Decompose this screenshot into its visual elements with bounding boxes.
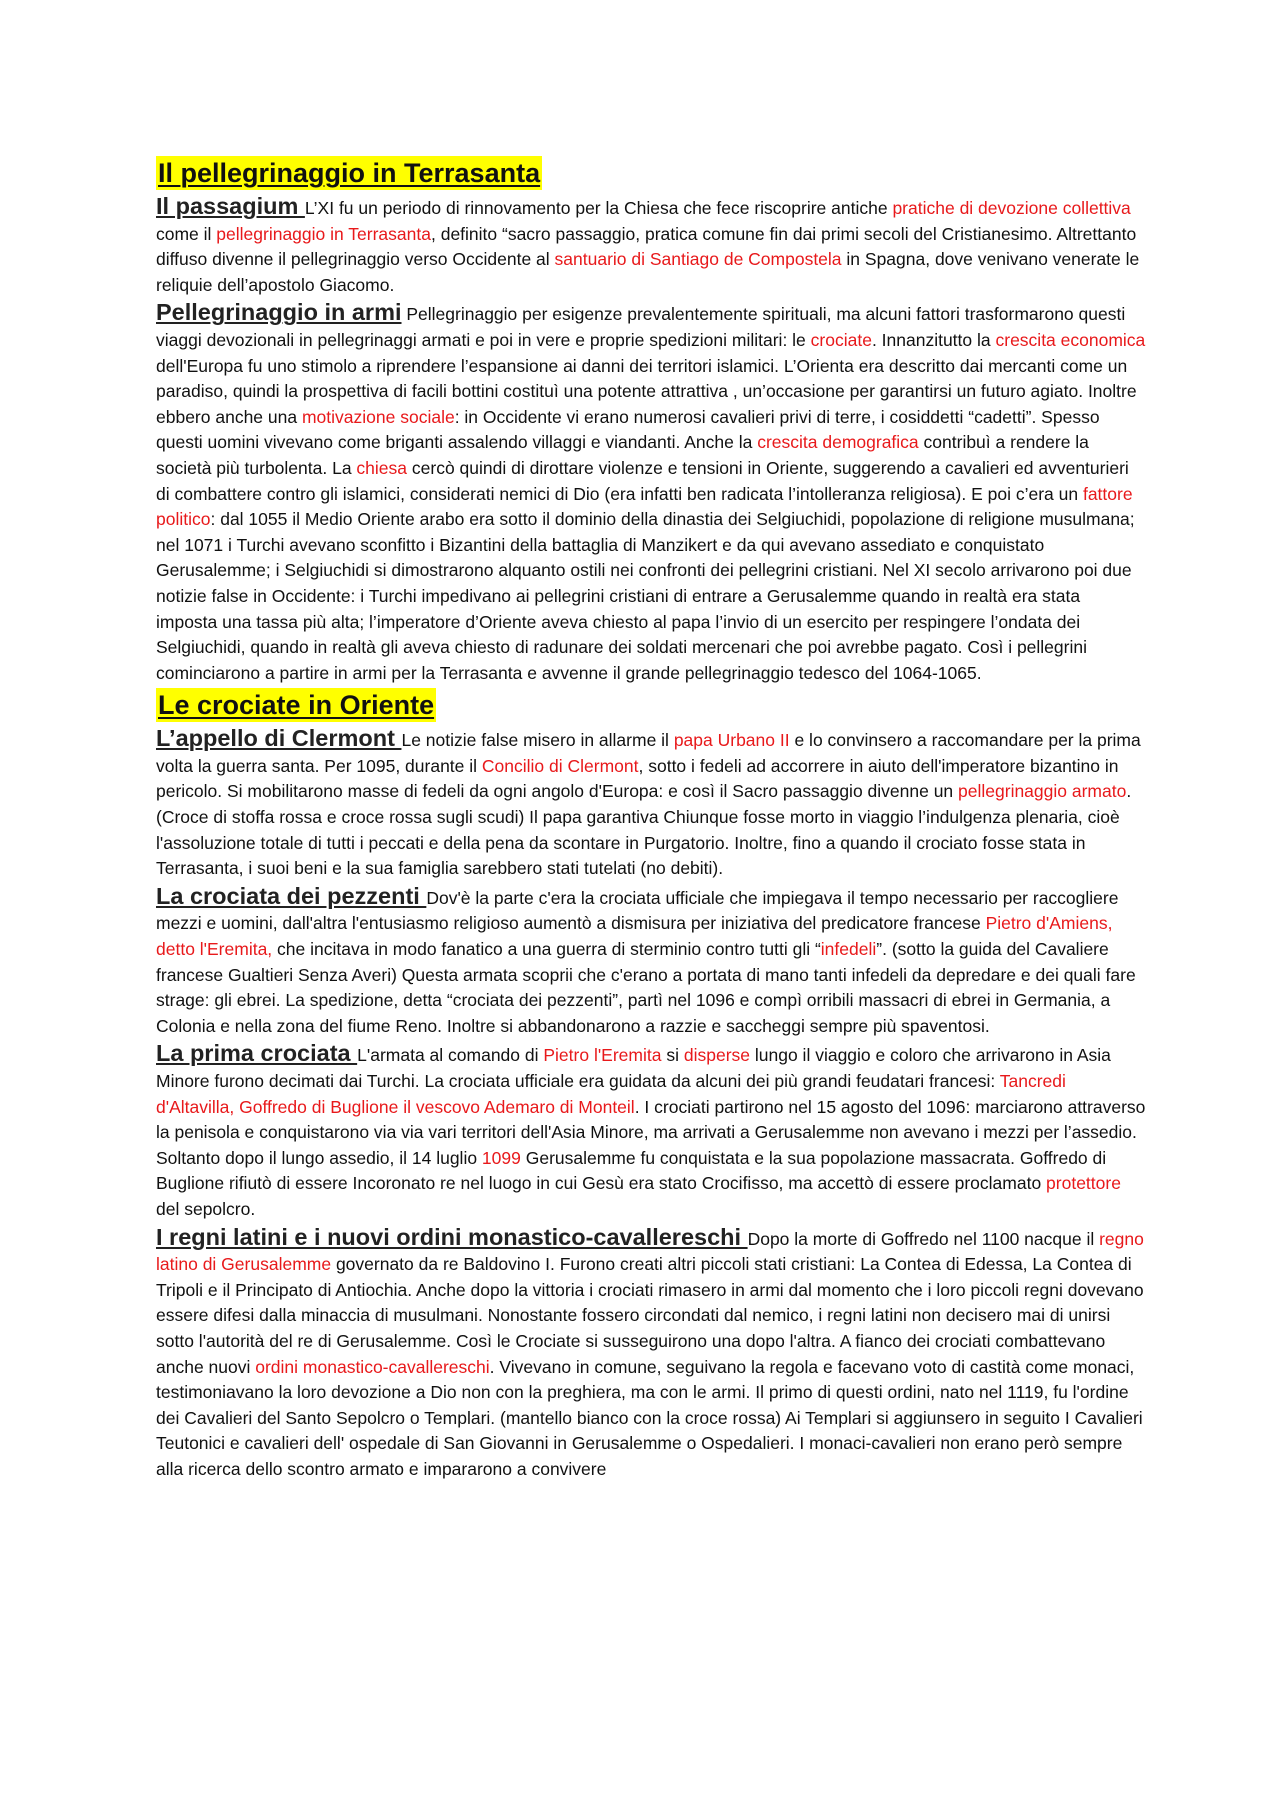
text-run: Dov'è la parte c'era la crociata ufficiale che impiegava il tempo necessario per raccogliere mezzi e uomini, dall'altra l'entusiasmo religioso aumentò a dismisura per iniziativa del predicatore francese bbox=[156, 887, 1119, 934]
text-run: del sepolcro. bbox=[156, 1198, 256, 1219]
text-run: Le notizie false misero in allarme il bbox=[401, 730, 674, 751]
highlight-run: infedeli bbox=[820, 939, 877, 960]
text-run: L’XI fu un periodo di rinnovamento per la Chiesa che fece riscoprire antiche bbox=[304, 198, 893, 218]
text-run: , definito “sacro passaggio, pratica comune fin dai primi secoli del Cristianesimo. Altrettanto diffuso divenne il pellegrinaggio verso Occidente al bbox=[156, 223, 1137, 270]
document-page bbox=[156, 156, 1146, 1485]
paragraph-crociata-dei-pezzenti bbox=[156, 884, 1146, 1040]
text-run: Dopo la morte di Goffredo nel 1100 nacque il bbox=[747, 1228, 1100, 1249]
section-title: Il pellegrinaggio in Terrasanta bbox=[158, 158, 541, 188]
highlight-run: pellegrinaggio in Terrasanta bbox=[216, 223, 431, 244]
text-run: Gerusalemme fu conquistata e la sua popolazione massacrata. Goffredo di Buglione rifiutò di essere Incoronato re nel luogo in cui Gesù era stato Crocifisso, ma accettò di essere proclamato bbox=[156, 1147, 1107, 1194]
text-run: , sotto i fedeli ad accorrere in aiuto dell'imperatore bizantino in pericolo. Si mobilitarono masse di fedeli da ogni angolo d'Europa: e così il Sacro passaggio divenne un bbox=[156, 755, 1119, 802]
highlight-run: crescita demografica bbox=[757, 432, 919, 453]
highlight-run: Pietro l'Eremita bbox=[543, 1045, 662, 1066]
text-run: . (Croce di stoffa rossa e croce rossa sugli scudi) Il papa garantiva Chiunque fosse morto in viaggio l’indulgenza plenaria, cioè l'assoluzione totale di tutti i peccati e della pena da scontare in Purgatorio. Inoltre, fino a quando il crociato fosse stata in Terrasanta, i suoi beni e la sua famiglia sarebbero stati tutelati (no debiti). bbox=[156, 781, 1132, 879]
text-run: e lo convinsero a raccomandare per la prima volta la guerra santa. Per 1095, durante il bbox=[156, 730, 1141, 776]
text-run: in Spagna, dove venivano venerate le reliquie dell’apostolo Giacomo. bbox=[156, 249, 1140, 295]
text-run: dell'Europa fu uno stimolo a riprendere l’espansione ai danni dei territori islamici. L’Orienta era descritto dai mercanti come un paradiso, quindi la prospettiva di facili bottini costituì una potente attrattiva , un’occasione per garantirsi un futuro agiato. Inoltre ebbero anche una bbox=[156, 355, 1137, 427]
text-run: L'armata al comando di bbox=[357, 1045, 544, 1066]
highlight-run: protettore bbox=[1046, 1173, 1121, 1194]
highlight-run: chiesa bbox=[356, 457, 408, 478]
text-run: . Innanzitutto la bbox=[871, 329, 996, 350]
text-run: governato da re Baldovino I. Furono creati altri piccoli stati cristiani: La Contea di Edessa, La Contea di Tripoli e il Principato di Antiochia. Anche dopo la vittoria i crociati rimasero in armi dal momento che i loro piccoli regni dovevano essere difesi dalla minaccia di musulmani. Nonostante fossero circondati dal nemico, i regni latini non decisero mai di unirsi sotto l'autorità del re di Gerusalemme. Così le Crociate si susseguirono una dopo l'altra. A fianco dei crociati combattevano anche nuovi bbox=[156, 1254, 1144, 1377]
paragraph-heading: Il passagium bbox=[156, 193, 305, 219]
paragraph-pellegrinaggio-in-armi bbox=[156, 300, 1146, 686]
highlight-run: ordini monastico-cavallereschi bbox=[255, 1356, 490, 1377]
highlight-run: santuario di Santiago de Compostela bbox=[554, 249, 842, 270]
text-run: : in Occidente vi erano numerosi cavalieri privi di terre, i cosiddetti “cadetti”. Spesso questi uomini vivevano come briganti assalendo villaggi e viandanti. Anche la bbox=[156, 406, 1100, 453]
highlight-run: crociate bbox=[810, 329, 872, 350]
highlight-run: Pietro d'Amiens, detto l'Eremita, bbox=[156, 913, 1113, 960]
highlight-run: regno latino di Gerusalemme bbox=[156, 1228, 1144, 1275]
paragraph-heading: La crociata dei pezzenti bbox=[156, 882, 427, 909]
highlight-run: disperse bbox=[683, 1045, 751, 1066]
paragraph-heading: L’appello di Clermont bbox=[156, 725, 402, 752]
text-run: come il bbox=[156, 223, 217, 244]
paragraph-heading: Pellegrinaggio in armi bbox=[156, 299, 402, 326]
paragraph-appello-di-clermont bbox=[156, 726, 1146, 882]
highlight-run: pratiche di devozione collettiva bbox=[892, 198, 1131, 218]
section-title: Le crociate in Oriente bbox=[158, 690, 435, 721]
text-run: Pellegrinaggio per esigenze prevalentemente spirituali, ma alcuni fattori trasformarono questi viaggi devozionali in pellegrinaggi armati e poi in vere e proprie spedizioni militari: le bbox=[156, 304, 1126, 350]
highlight-run: papa Urbano II bbox=[673, 730, 790, 751]
text-run: . I crociati partirono nel 15 agosto del 1096: marciarono attraverso la penisola e conquistarono via via vari territori dell'Asia Minore, ma arrivati a Gerusalemme non avevano i mezzi per l’assedio. Soltanto dopo il lungo assedio, il 14 luglio bbox=[156, 1096, 1146, 1168]
highlight-run: motivazione sociale bbox=[301, 406, 455, 427]
paragraph-regni-latini bbox=[156, 1225, 1146, 1483]
text-run: ”. (sotto la guida del Cavaliere francese Gualtieri Senza Averi) Questa armata scoprii che c'erano a portata di mano tanti infedeli da depredare e dei quali fare strage: gli ebrei. La spedizione, detta “crociata dei pezzenti”, partì nel 1096 e compì orribili massacri di ebrei in Germania, a Colonia e nella zona del fiume Reno. Inoltre si abbandonarono a razzie e saccheggi sempre più spaventosi. bbox=[156, 939, 1136, 1036]
paragraph-passagium bbox=[156, 194, 1146, 298]
highlight-run: 1099 bbox=[481, 1147, 521, 1168]
paragraph-heading: I regni latini e i nuovi ordini monastico-cavallereschi bbox=[156, 1223, 748, 1250]
highlight-run: Concilio di Clermont bbox=[481, 755, 639, 776]
highlight-run: fattore politico bbox=[156, 483, 1133, 530]
highlight-run: pellegrinaggio armato bbox=[958, 781, 1127, 802]
text-run: lungo il viaggio e coloro che arrivarono in Asia Minore furono decimati dai Turchi. La crociata ufficiale era guidata da alcuni dei più grandi feudatari francesi: bbox=[156, 1045, 1111, 1091]
highlight-run: crescita economica bbox=[995, 329, 1146, 350]
text-run: . Vivevano in comune, seguivano la regola e facevano voto di castità come monaci, testimoniavano la loro devozione a Dio non con la preghiera, ma con le armi. Il primo di questi ordini, nato nel 1119, fu l'ordine dei Cavalieri del Santo Sepolcro o Templari. (mantello bianco con la croce rossa) Ai Templari si aggiunsero in seguito I Cavalieri Teutonici e cavalieri dell' ospedale di San Giovanni in Gerusalemme o Ospedalieri. I monaci-cavalieri non erano però sempre alla ricerca dello scontro armato e impararono a convivere bbox=[156, 1356, 1143, 1479]
text-run: : dal 1055 il Medio Oriente arabo era sotto il dominio della dinastia dei Selgiuchidi, popolazione di religione musulmana; nel 1071 i Turchi avevano sconfitto i Bizantini della battaglia di Manzikert e da qui avevano assediato e conquistato Gerusalemme; i Selgiuchidi si dimostrarono alquanto ostili nei confronti dei pellegrini cristiani. Nel XI secolo arrivarono poi due notizie false in Occidente: i Turchi impedivano ai pellegrini cristiani di entrare a Gerusalemme quando in realtà era stata imposta una tassa più alta; l’imperatore d’Oriente aveva chiesto al papa l’invio di un esercito per respingere l’ondata dei Selgiuchidi, quando in realtà gli aveva chiesto di radunare dei soldati mercenari che poi avrebbe pagato. Così i pellegrini cominciarono a partire in armi per la Terrasanta e avvenne il grande pellegrinaggio tedesco del 1064-1065. bbox=[156, 509, 1135, 683]
text-run: contribuì a rendere la società più turbolenta. La bbox=[156, 432, 1089, 478]
text-run: cercò quindi di dirottare violenze e tensioni in Oriente, suggerendo a cavalieri ed avventurieri di combattere contro gli islamici, considerati nemici di Dio (era infatti ben radicata l’intolleranza religiosa). E poi c’era un bbox=[156, 457, 1129, 504]
highlight-run: Tancredi d'Altavilla, Goffredo di Buglione il vescovo Ademaro di Monteil bbox=[156, 1071, 1066, 1117]
text-run: si bbox=[661, 1045, 684, 1066]
text-run: che incitava in modo fanatico a una guerra di sterminio contro tutti gli “ bbox=[272, 939, 821, 960]
paragraph-prima-crociata bbox=[156, 1041, 1146, 1222]
paragraph-heading: La prima crociata bbox=[156, 1040, 358, 1067]
